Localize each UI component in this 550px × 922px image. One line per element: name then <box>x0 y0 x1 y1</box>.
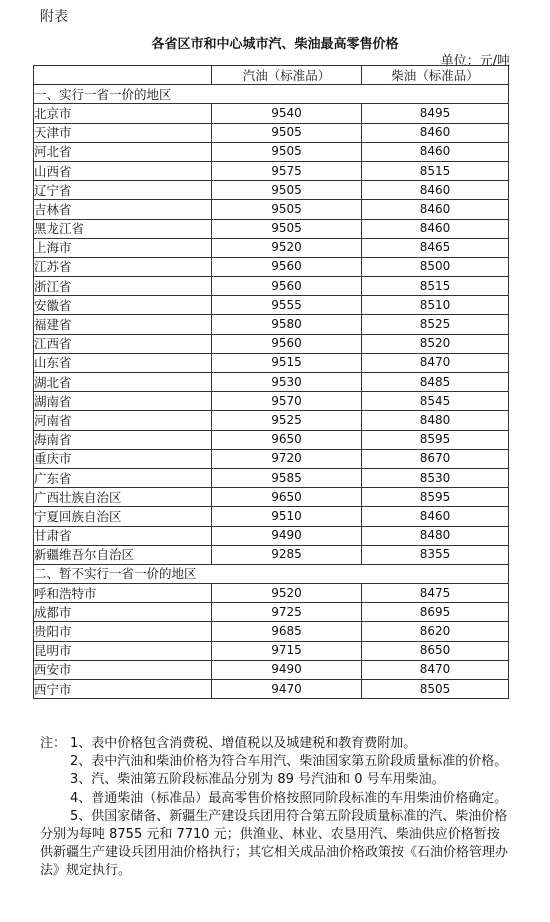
region-cell: 江苏省 <box>34 257 212 276</box>
note-item: 3、汽、柴油第五阶段标准品分别为 89 号汽油和 0 号车用柴油。 <box>70 772 445 788</box>
diesel-price-cell: 8475 <box>362 584 509 603</box>
diesel-price-cell: 8695 <box>362 603 509 622</box>
table-row <box>34 660 509 679</box>
region-cell: 西宁市 <box>34 680 212 699</box>
region-cell: 海南省 <box>34 430 212 449</box>
gasoline-price-cell: 9470 <box>212 680 362 699</box>
gasoline-price-cell: 9560 <box>212 334 362 353</box>
gasoline-price-cell: 9575 <box>212 161 362 180</box>
diesel-price-cell: 8620 <box>362 622 509 641</box>
section-title: 二、暂不实行一省一价的地区 <box>34 564 509 583</box>
diesel-price-cell: 8650 <box>362 641 509 660</box>
table-row <box>34 468 509 487</box>
section-title: 一、实行一省一价的地区 <box>34 85 509 104</box>
diesel-price-cell: 8480 <box>362 526 509 545</box>
table-row <box>34 104 509 123</box>
gasoline-price-cell: 9685 <box>212 622 362 641</box>
section-row <box>34 564 509 583</box>
table-row <box>34 238 509 257</box>
table-row <box>34 392 509 411</box>
diesel-price-cell: 8595 <box>362 488 509 507</box>
table-row <box>34 641 509 660</box>
page-title: 各省区市和中心城市汽、柴油最高零售价格 <box>151 37 399 52</box>
region-cell: 呼和浩特市 <box>34 584 212 603</box>
gasoline-price-cell: 9560 <box>212 277 362 296</box>
region-cell: 河南省 <box>34 411 212 430</box>
note-item: 5、供国家储备、新疆生产建设兵团用符合第五阶段质量标准的汽、柴油价格分别为每吨 8755 元和 7710 元；供渔业、林业、农垦用汽、柴油供应价格暂按供新疆生产建设兵团用油价格执行；其它相关成品油价格政策按《石油价格管理办法》规定执行。 <box>40 808 509 879</box>
unit-label: 单位：元/吨 <box>440 54 510 69</box>
diesel-price-cell: 8465 <box>362 238 509 257</box>
diesel-price-cell: 8670 <box>362 449 509 468</box>
gasoline-price-cell: 9285 <box>212 545 362 564</box>
diesel-price-cell: 8460 <box>362 200 509 219</box>
diesel-price-cell: 8480 <box>362 411 509 430</box>
table-row <box>34 142 509 161</box>
table-row <box>34 373 509 392</box>
gasoline-price-cell: 9530 <box>212 373 362 392</box>
gasoline-price-cell: 9520 <box>212 238 362 257</box>
gasoline-price-cell: 9540 <box>212 104 362 123</box>
table-row <box>34 181 509 200</box>
region-cell: 天津市 <box>34 123 212 142</box>
diesel-price-cell: 8460 <box>362 507 509 526</box>
table-row <box>34 622 509 641</box>
diesel-price-cell: 8515 <box>362 277 509 296</box>
table-row <box>34 277 509 296</box>
column-header-diesel: 柴油（标准品） <box>362 66 509 85</box>
note-item: 4、普通柴油（标准品）最高零售价格按照同阶段标准的车用柴油价格确定。 <box>70 790 508 806</box>
gasoline-price-cell: 9490 <box>212 660 362 679</box>
region-cell: 贵阳市 <box>34 622 212 641</box>
table-row <box>34 488 509 507</box>
table-row <box>34 257 509 276</box>
region-cell: 成都市 <box>34 603 212 622</box>
region-cell: 黑龙江省 <box>34 219 212 238</box>
table-row <box>34 161 509 180</box>
diesel-price-cell: 8520 <box>362 334 509 353</box>
gasoline-price-cell: 9505 <box>212 200 362 219</box>
region-cell: 吉林省 <box>34 200 212 219</box>
note-item: 2、表中汽油和柴油价格为符合车用汽、柴油国家第五阶段质量标准的价格。 <box>70 754 508 770</box>
table-row <box>34 353 509 372</box>
region-cell: 安徽省 <box>34 296 212 315</box>
region-cell: 昆明市 <box>34 641 212 660</box>
notes-label: 注： <box>40 736 67 751</box>
region-cell: 山西省 <box>34 161 212 180</box>
table-row <box>34 123 509 142</box>
gasoline-price-cell: 9580 <box>212 315 362 334</box>
table-row <box>34 315 509 334</box>
attachment-label: 附表 <box>40 9 68 25</box>
diesel-price-cell: 8355 <box>362 545 509 564</box>
gasoline-price-cell: 9525 <box>212 411 362 430</box>
gasoline-price-cell: 9505 <box>212 142 362 161</box>
diesel-price-cell: 8510 <box>362 296 509 315</box>
column-header-region <box>34 66 212 85</box>
table-row <box>34 507 509 526</box>
region-cell: 重庆市 <box>34 449 212 468</box>
diesel-price-cell: 8525 <box>362 315 509 334</box>
table-row <box>34 603 509 622</box>
note-text: 1、表中价格包含消费税、增值税以及城建税和教育费附加。 <box>70 736 417 751</box>
gasoline-price-cell: 9515 <box>212 353 362 372</box>
gasoline-price-cell: 9555 <box>212 296 362 315</box>
table-row <box>34 334 509 353</box>
table-row <box>34 430 509 449</box>
diesel-price-cell: 8485 <box>362 373 509 392</box>
column-header-gasoline: 汽油（标准品） <box>212 66 362 85</box>
diesel-price-cell: 8500 <box>362 257 509 276</box>
region-cell: 上海市 <box>34 238 212 257</box>
gasoline-price-cell: 9505 <box>212 181 362 200</box>
diesel-price-cell: 8460 <box>362 181 509 200</box>
gasoline-price-cell: 9490 <box>212 526 362 545</box>
gasoline-price-cell: 9720 <box>212 449 362 468</box>
table-header-row <box>34 66 509 85</box>
diesel-price-cell: 8505 <box>362 680 509 699</box>
gasoline-price-cell: 9560 <box>212 257 362 276</box>
gasoline-price-cell: 9520 <box>212 584 362 603</box>
gasoline-price-cell: 9505 <box>212 219 362 238</box>
diesel-price-cell: 8470 <box>362 660 509 679</box>
region-cell: 山东省 <box>34 353 212 372</box>
diesel-price-cell: 8460 <box>362 219 509 238</box>
table-row <box>34 545 509 564</box>
table-row <box>34 680 509 699</box>
price-table <box>33 65 509 699</box>
region-cell: 广东省 <box>34 468 212 487</box>
table-row <box>34 449 509 468</box>
diesel-price-cell: 8595 <box>362 430 509 449</box>
region-cell: 广西壮族自治区 <box>34 488 212 507</box>
diesel-price-cell: 8470 <box>362 353 509 372</box>
diesel-price-cell: 8530 <box>362 468 509 487</box>
table-row <box>34 526 509 545</box>
gasoline-price-cell: 9725 <box>212 603 362 622</box>
section-row <box>34 85 509 104</box>
region-cell: 河北省 <box>34 142 212 161</box>
gasoline-price-cell: 9715 <box>212 641 362 660</box>
region-cell: 宁夏回族自治区 <box>34 507 212 526</box>
region-cell: 浙江省 <box>34 277 212 296</box>
gasoline-price-cell: 9505 <box>212 123 362 142</box>
table-row <box>34 200 509 219</box>
gasoline-price-cell: 9650 <box>212 430 362 449</box>
region-cell: 福建省 <box>34 315 212 334</box>
diesel-price-cell: 8460 <box>362 123 509 142</box>
region-cell: 新疆维吾尔自治区 <box>34 545 212 564</box>
table-row <box>34 584 509 603</box>
region-cell: 西安市 <box>34 660 212 679</box>
table-row <box>34 411 509 430</box>
table-row <box>34 296 509 315</box>
diesel-price-cell: 8495 <box>362 104 509 123</box>
table-body <box>34 85 509 699</box>
note-item <box>40 735 510 753</box>
diesel-price-cell: 8515 <box>362 161 509 180</box>
diesel-price-cell: 8545 <box>362 392 509 411</box>
gasoline-price-cell: 9650 <box>212 488 362 507</box>
gasoline-price-cell: 9570 <box>212 392 362 411</box>
diesel-price-cell: 8460 <box>362 142 509 161</box>
region-cell: 北京市 <box>34 104 212 123</box>
gasoline-price-cell: 9585 <box>212 468 362 487</box>
region-cell: 甘肃省 <box>34 526 212 545</box>
gasoline-price-cell: 9510 <box>212 507 362 526</box>
region-cell: 辽宁省 <box>34 181 212 200</box>
notes-block <box>40 735 510 881</box>
region-cell: 湖南省 <box>34 392 212 411</box>
region-cell: 江西省 <box>34 334 212 353</box>
table-row <box>34 219 509 238</box>
region-cell: 湖北省 <box>34 373 212 392</box>
